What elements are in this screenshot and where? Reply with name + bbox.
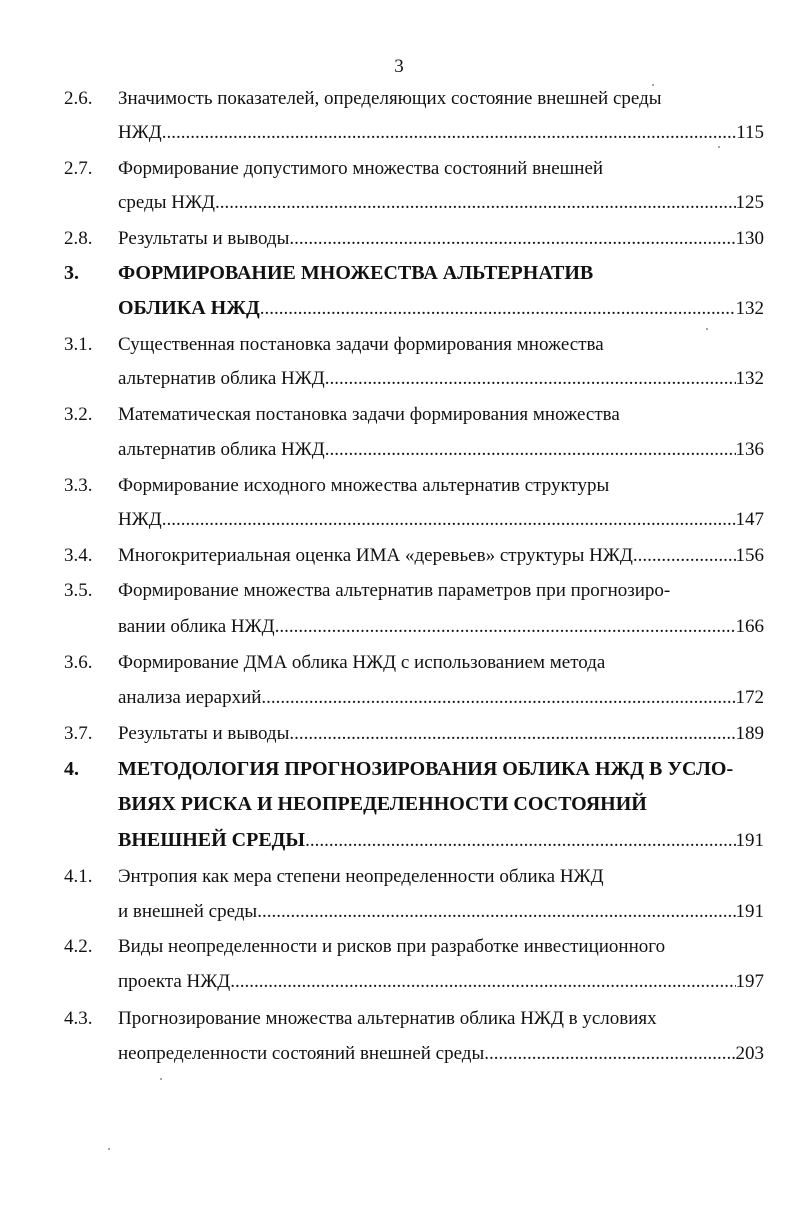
page-ref: 203 — [735, 1043, 764, 1064]
toc-entry-3-4 — [64, 541, 764, 571]
section-title: Результаты и выводы — [118, 228, 290, 249]
section-number: 2.7. — [64, 158, 93, 179]
section-title-cont: альтернатив облика НЖД — [118, 368, 325, 389]
section-title: Формирование допустимого множества состояний внешней — [118, 158, 604, 179]
section-title: Виды неопределенности и рисков при разработке инвестиционного — [118, 936, 666, 957]
section-number: 3.3. — [64, 475, 93, 496]
page-ref: 191 — [735, 830, 764, 851]
dot-leader — [325, 435, 736, 465]
page-ref: 166 — [735, 616, 764, 637]
section-number: 4.1. — [64, 866, 93, 887]
dot-leader — [289, 224, 735, 254]
toc-chapter-4 — [64, 754, 764, 784]
section-title: Многокритериальная оценка ИМА «деревьев» структуры НЖД — [118, 545, 633, 566]
section-title: Энтропия как мера степени неопределенности облика НЖД — [118, 866, 604, 887]
page-ref: 147 — [735, 509, 764, 530]
page-ref: 197 — [735, 971, 764, 992]
dot-leader — [325, 364, 736, 394]
section-number: 3.2. — [64, 404, 93, 425]
toc-entry-3-2 — [64, 400, 764, 430]
chapter-title: ФОРМИРОВАНИЕ МНОЖЕСТВА АЛЬТЕРНАТИВ — [118, 262, 594, 284]
section-number: 4.2. — [64, 936, 93, 957]
toc-entry-4-1 — [64, 862, 764, 892]
scan-speck — [652, 84, 654, 86]
toc-entry-3-5-cont — [64, 612, 764, 642]
section-title-cont: неопределенности состояний внешней среды — [118, 1043, 485, 1064]
section-title: Формирование множества альтернатив параметров при прогнозиро- — [118, 580, 671, 601]
section-title-cont: анализа иерархий — [118, 687, 262, 708]
section-number: 4.3. — [64, 1008, 93, 1029]
section-title: Результаты и выводы — [118, 723, 290, 744]
page-ref: 156 — [735, 545, 764, 566]
section-title-cont: НЖД — [118, 509, 162, 530]
section-title: Формирование ДМА облика НЖД с использованием метода — [118, 652, 606, 673]
chapter-title: МЕТОДОЛОГИЯ ПРОГНОЗИРОВАНИЯ ОБЛИКА НЖД В УСЛО- — [118, 758, 734, 780]
page-ref: 189 — [735, 723, 764, 744]
section-title-cont: проекта НЖД — [118, 971, 231, 992]
toc-entry-2-6-cont — [64, 118, 764, 148]
toc-entry-4-1-cont — [64, 897, 764, 927]
section-number: 3.6. — [64, 652, 93, 673]
section-title-cont: среды НЖД — [118, 192, 216, 213]
dot-leader — [305, 826, 735, 856]
page-ref: 132 — [735, 298, 764, 319]
dot-leader — [484, 1039, 735, 1069]
page-ref: 132 — [735, 368, 764, 389]
section-title: Значимость показателей, определяющих состояние внешней среды — [118, 88, 662, 109]
page-ref: 130 — [735, 228, 764, 249]
section-title: Прогнозирование множества альтернатив облика НЖД в условиях — [118, 1008, 657, 1029]
section-title-cont: НЖД — [118, 122, 162, 143]
page-ref: 115 — [736, 122, 764, 143]
section-number: 2.8. — [64, 228, 93, 249]
page-ref: 125 — [735, 192, 764, 213]
section-title: Существенная постановка задачи формирования множества — [118, 334, 604, 355]
scan-speck — [160, 1078, 162, 1080]
section-number: 3.7. — [64, 723, 93, 744]
scan-speck — [706, 328, 708, 330]
section-number: 3.4. — [64, 545, 93, 566]
toc-entry-3-3 — [64, 471, 764, 501]
section-title-cont: альтернатив облика НЖД — [118, 439, 325, 460]
toc-entry-3-6-cont — [64, 683, 764, 713]
section-title: Формирование исходного множества альтернатив структуры — [118, 475, 610, 496]
toc-entry-3-6 — [64, 648, 764, 678]
section-number: 3.5. — [64, 580, 93, 601]
dot-leader — [633, 541, 736, 571]
toc-chapter-4-line2 — [64, 789, 764, 819]
page-number: 3 — [394, 56, 404, 77]
toc-entry-3-1-cont — [64, 364, 764, 394]
dot-leader — [162, 118, 736, 148]
toc-entry-4-3-cont — [64, 1039, 764, 1069]
page-ref: 172 — [735, 687, 764, 708]
dot-leader — [215, 188, 735, 218]
toc-entry-2-6 — [64, 84, 764, 114]
section-title: Математическая постановка задачи формирования множества — [118, 404, 620, 425]
chapter-number: 4. — [64, 758, 79, 780]
dot-leader — [230, 967, 735, 997]
toc-entry-4-3 — [64, 1004, 764, 1034]
chapter-number: 3. — [64, 262, 79, 284]
toc-chapter-3 — [64, 258, 764, 288]
toc-entry-2-8 — [64, 224, 764, 254]
toc-chapter-3-cont — [64, 293, 764, 323]
chapter-title-cont: ВИЯХ РИСКА И НЕОПРЕДЕЛЕННОСТИ СОСТОЯНИЙ — [118, 793, 647, 815]
section-number: 3.1. — [64, 334, 93, 355]
toc-chapter-4-line3 — [64, 825, 764, 855]
scan-speck — [108, 1148, 110, 1150]
scan-speck — [718, 146, 720, 148]
chapter-title-cont: ОБЛИКА НЖД — [118, 297, 260, 319]
chapter-title-cont: ВНЕШНЕЙ СРЕДЫ — [118, 829, 306, 851]
dot-leader — [275, 612, 736, 642]
page-ref: 191 — [735, 901, 764, 922]
dot-leader — [257, 897, 735, 927]
toc-entry-3-2-cont — [64, 435, 764, 465]
section-number: 2.6. — [64, 88, 93, 109]
dot-leader — [162, 505, 736, 535]
toc-entry-2-7-cont — [64, 188, 764, 218]
toc-entry-3-7 — [64, 719, 764, 749]
dot-leader — [261, 683, 735, 713]
section-title-cont: и внешней среды — [118, 901, 258, 922]
section-title-cont: вании облика НЖД — [118, 616, 275, 637]
dot-leader — [260, 294, 736, 324]
toc-entry-4-2-cont — [64, 967, 764, 997]
toc-entry-2-7 — [64, 154, 764, 184]
page-ref: 136 — [735, 439, 764, 460]
toc-entry-4-2 — [64, 932, 764, 962]
toc-entry-3-3-cont — [64, 505, 764, 535]
toc-entry-3-5 — [64, 576, 764, 606]
dot-leader — [289, 719, 735, 749]
toc-entry-3-1 — [64, 330, 764, 360]
